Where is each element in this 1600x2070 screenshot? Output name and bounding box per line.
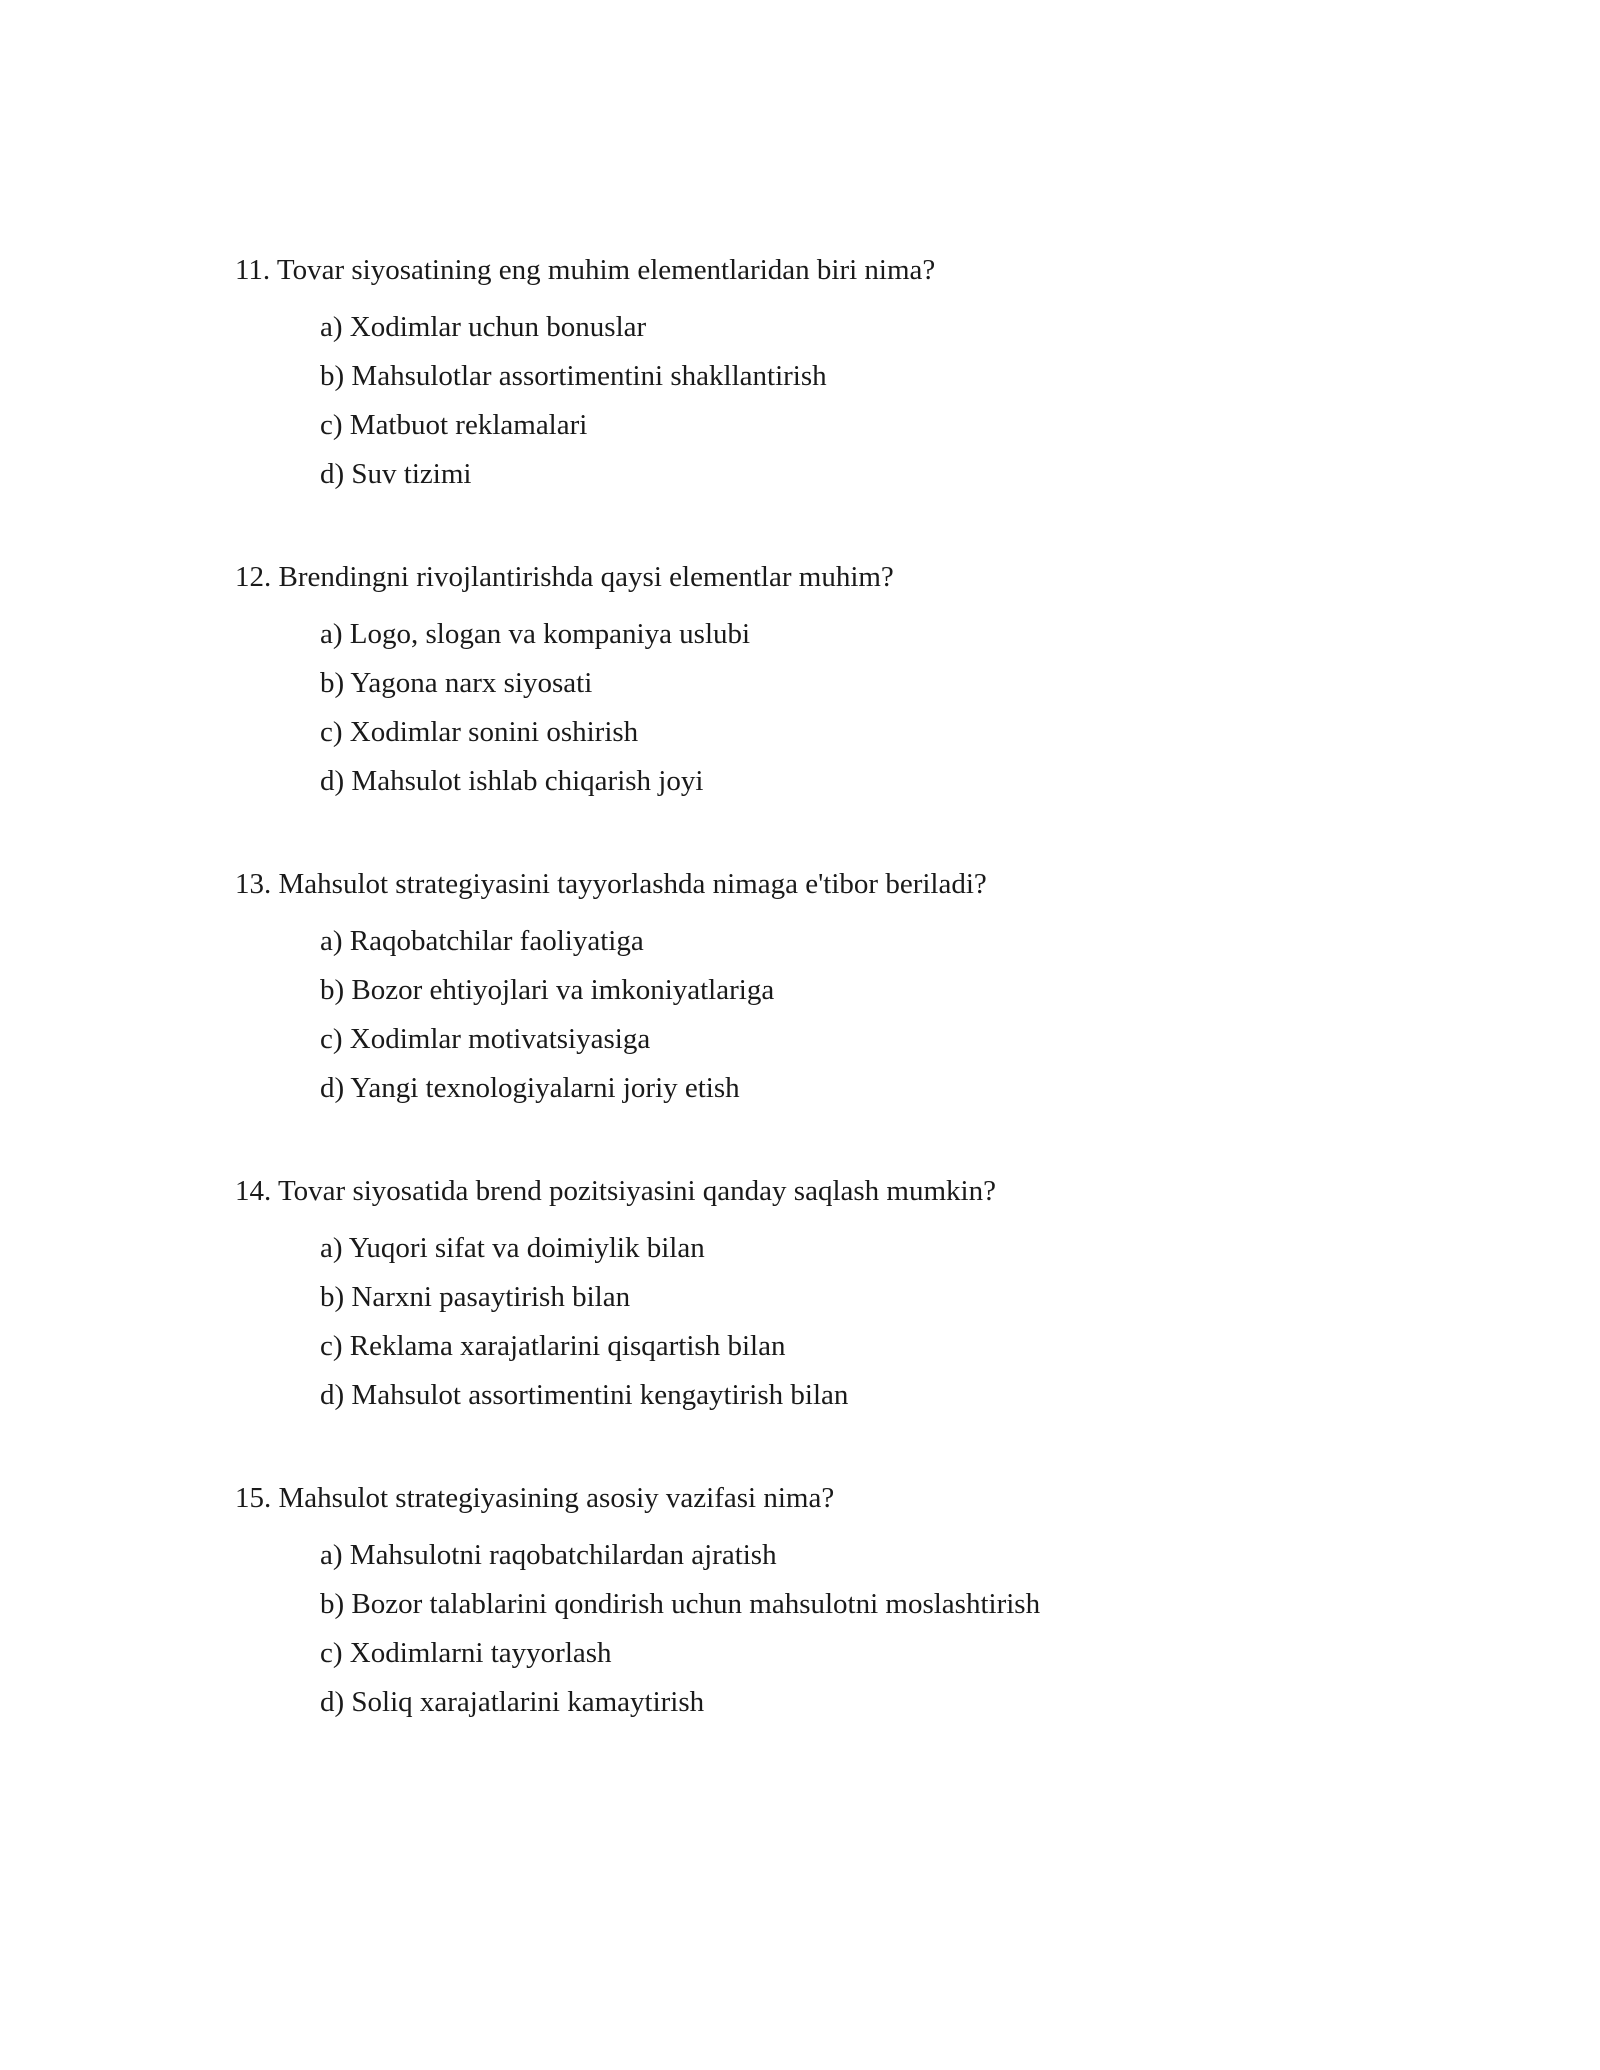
option-d: d) Yangi texnologiyalarni joriy etish	[320, 1072, 740, 1104]
question-text: 14. Tovar siyosatida brend pozitsiyasini qanday saqlash mumkin?	[235, 1175, 996, 1207]
option-list	[235, 1538, 1435, 1719]
option-list	[235, 1231, 1435, 1412]
option-c: c) Matbuot reklamalari	[320, 409, 588, 441]
question-text: 13. Mahsulot strategiyasini tayyorlashda nimaga e'tibor beriladi?	[235, 868, 987, 900]
option-a: a) Mahsulotni raqobatchilardan ajratish	[320, 1539, 777, 1571]
question-15	[235, 1481, 1435, 1719]
option-b: b) Narxni pasaytirish bilan	[320, 1281, 631, 1313]
option-c: c) Xodimlarni tayyorlash	[320, 1637, 612, 1669]
question-13	[235, 867, 1435, 1105]
option-b: b) Yagona narx siyosati	[320, 667, 593, 699]
option-c: c) Reklama xarajatlarini qisqartish bilan	[320, 1330, 786, 1362]
question-12	[235, 560, 1435, 798]
option-a: a) Xodimlar uchun bonuslar	[320, 311, 647, 343]
option-d: d) Mahsulot ishlab chiqarish joyi	[320, 765, 704, 797]
question-text: 12. Brendingni rivojlantirishda qaysi elementlar muhim?	[235, 561, 894, 593]
option-a: a) Logo, slogan va kompaniya uslubi	[320, 618, 751, 650]
option-list	[235, 924, 1435, 1105]
question-11	[235, 253, 1435, 491]
question-text: 11. Tovar siyosatining eng muhim elementlaridan biri nima?	[235, 254, 936, 286]
option-d: d) Suv tizimi	[320, 458, 472, 490]
option-b: b) Bozor ehtiyojlari va imkoniyatlariga	[320, 974, 775, 1006]
question-list	[235, 253, 1435, 1788]
option-d: d) Mahsulot assortimentini kengaytirish bilan	[320, 1379, 849, 1411]
option-d: d) Soliq xarajatlarini kamaytirish	[320, 1686, 705, 1718]
question-14	[235, 1174, 1435, 1412]
option-b: b) Bozor talablarini qondirish uchun mahsulotni moslashtirish	[320, 1588, 1041, 1620]
option-a: a) Raqobatchilar faoliyatiga	[320, 925, 644, 957]
option-list	[235, 617, 1435, 798]
option-c: c) Xodimlar motivatsiyasiga	[320, 1023, 651, 1055]
option-c: c) Xodimlar sonini oshirish	[320, 716, 639, 748]
option-b: b) Mahsulotlar assortimentini shakllantirish	[320, 360, 827, 392]
option-list	[235, 310, 1435, 491]
question-text: 15. Mahsulot strategiyasining asosiy vazifasi nima?	[235, 1482, 835, 1514]
option-a: a) Yuqori sifat va doimiylik bilan	[320, 1232, 705, 1264]
